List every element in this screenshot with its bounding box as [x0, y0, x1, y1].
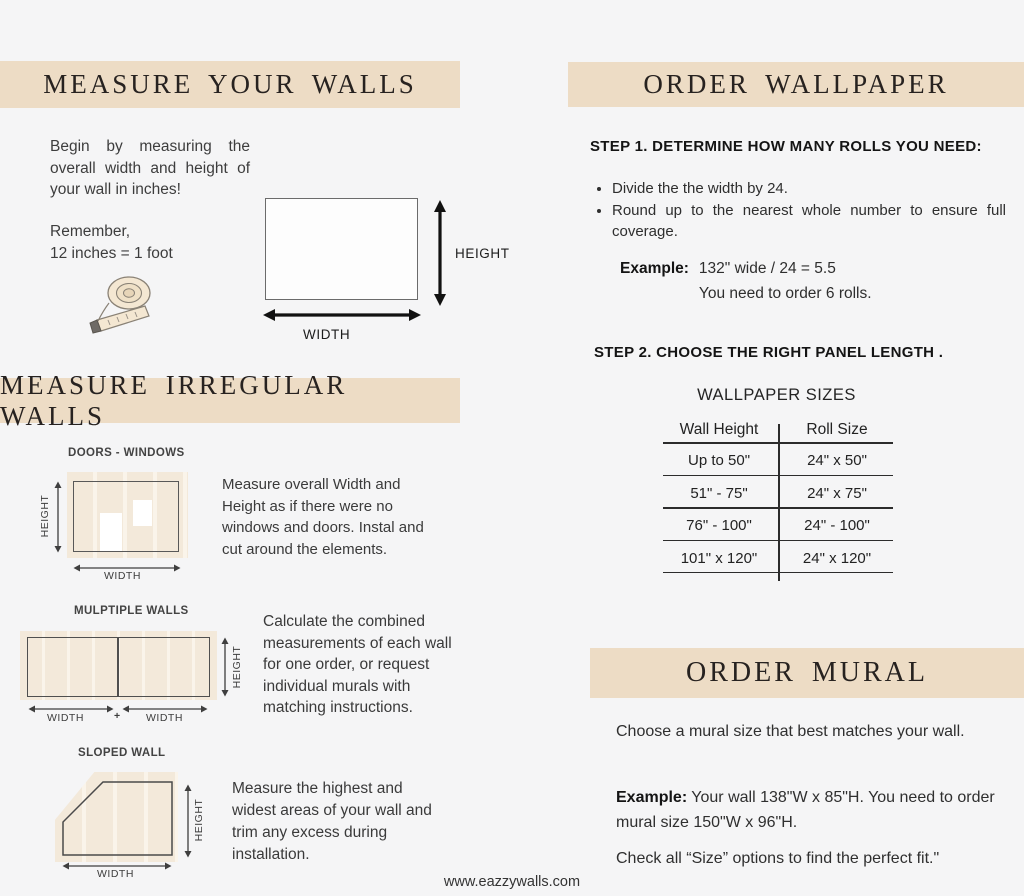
plus-sign: +	[114, 710, 121, 722]
example-line1: 132" wide / 24 = 5.5	[698, 260, 836, 277]
section-title-text: ORDER WALLPAPER	[643, 69, 949, 99]
height-arrow-icon	[219, 637, 231, 697]
width-label-left: WIDTH	[47, 712, 84, 724]
table-cell-roll-size: 24" - 100"	[804, 517, 870, 534]
section-title-text: ORDER MURAL	[685, 657, 928, 688]
table-cell-roll-size: 24" x 50"	[807, 452, 867, 469]
table-header-wall-height: Wall Height	[679, 421, 759, 438]
height-arrow-icon	[431, 199, 449, 307]
tape-measure-icon	[88, 272, 162, 336]
section-title-text: MEASURE YOUR WALLS	[43, 69, 417, 99]
table-rule	[663, 442, 893, 444]
height-label: HEIGHT	[39, 494, 51, 538]
table-title: WALLPAPER SIZES	[697, 386, 856, 404]
sloped-wall-heading: SLOPED WALL	[78, 747, 166, 759]
table-rule	[663, 572, 893, 574]
mural-intro-text: Choose a mural size that best matches your wall.	[616, 723, 965, 740]
multiple-walls-text: Calculate the combined measurements of each wall for one order, or request individual murals with matching instructions.	[263, 613, 452, 716]
wall-diagram	[265, 198, 418, 300]
step2-heading: STEP 2. CHOOSE THE RIGHT PANEL LENGTH .	[594, 344, 944, 361]
width-label: WIDTH	[303, 327, 351, 342]
section-title-measure-walls	[0, 61, 460, 108]
height-label: HEIGHT	[231, 645, 243, 689]
doors-windows-heading: DOORS - WINDOWS	[68, 447, 185, 459]
height-label: HEIGHT	[193, 798, 205, 842]
width-arrow-icon	[262, 306, 422, 324]
rolls-example	[620, 256, 872, 306]
doors-windows-text: Measure overall Width and Height as if there were no windows and doors. Instal and cut around the elements.	[222, 476, 424, 558]
multiple-walls-heading: MULPTIPLE WALLS	[74, 605, 189, 617]
table-cell-wall-height: Up to 50"	[687, 452, 751, 469]
table-vertical-divider	[778, 424, 780, 581]
table-header-roll-size: Roll Size	[806, 421, 868, 438]
bullet-item: • Round up to the nearest whole number to ensure full coverage.	[612, 200, 1006, 243]
table-cell-roll-size: 24" x 75"	[807, 484, 867, 502]
window-shape	[133, 500, 152, 526]
section-title-text: MEASURE IRREGULAR WALLS	[0, 369, 348, 431]
doors-wall-outline	[73, 481, 179, 552]
example-body	[699, 256, 872, 306]
wall-divider-line	[117, 637, 119, 697]
example-label: Example:	[620, 260, 689, 277]
door-shape	[100, 513, 122, 551]
website-url: www.eazzywalls.com	[443, 874, 581, 890]
step1-heading: STEP 1. DETERMINE HOW MANY ROLLS YOU NEED:	[590, 138, 982, 155]
table-cell-wall-height: 51" - 75"	[690, 484, 748, 502]
table-rule	[663, 507, 893, 509]
table-rule	[663, 475, 893, 477]
sloped-wall-outline	[60, 779, 176, 859]
table-cell-wall-height: 76" - 100"	[686, 517, 752, 534]
mural-example	[616, 785, 998, 835]
section-title-order-wallpaper	[568, 62, 1024, 107]
table-cell-wall-height: 101" x 120"	[680, 549, 758, 567]
width-label-right: WIDTH	[146, 712, 183, 724]
height-label: HEIGHT	[455, 246, 510, 261]
width-label: WIDTH	[97, 868, 134, 880]
section-title-order-mural	[590, 648, 1024, 698]
step1-bullet-list	[594, 178, 1006, 243]
sloped-wall-text: Measure the highest and widest areas of your wall and trim any excess during installation.	[232, 780, 432, 863]
section-title-irregular-walls	[0, 369, 460, 431]
example-text: Your wall 138"W x 85"H. You need to order mural size 150"W x 96"H.	[616, 789, 995, 831]
height-arrow-icon	[52, 481, 64, 553]
table-rule	[663, 540, 893, 542]
bullet-item: • Divide the the width by 24.	[612, 178, 1006, 200]
mural-note-text: Check all “Size” options to find the perfect fit."	[616, 850, 940, 867]
remember-line1: Remember,	[50, 223, 131, 240]
remember-note	[50, 221, 173, 265]
example-label: Example:	[616, 789, 688, 806]
example-line2: You need to order 6 rolls.	[698, 285, 872, 302]
table-cell-roll-size: 24" x 120"	[802, 549, 872, 567]
remember-line2: 12 inches = 1 foot	[50, 245, 173, 262]
width-label: WIDTH	[104, 570, 141, 582]
measure-intro-text: Begin by measuring the overall width and height of your wall in inches!	[50, 138, 250, 198]
